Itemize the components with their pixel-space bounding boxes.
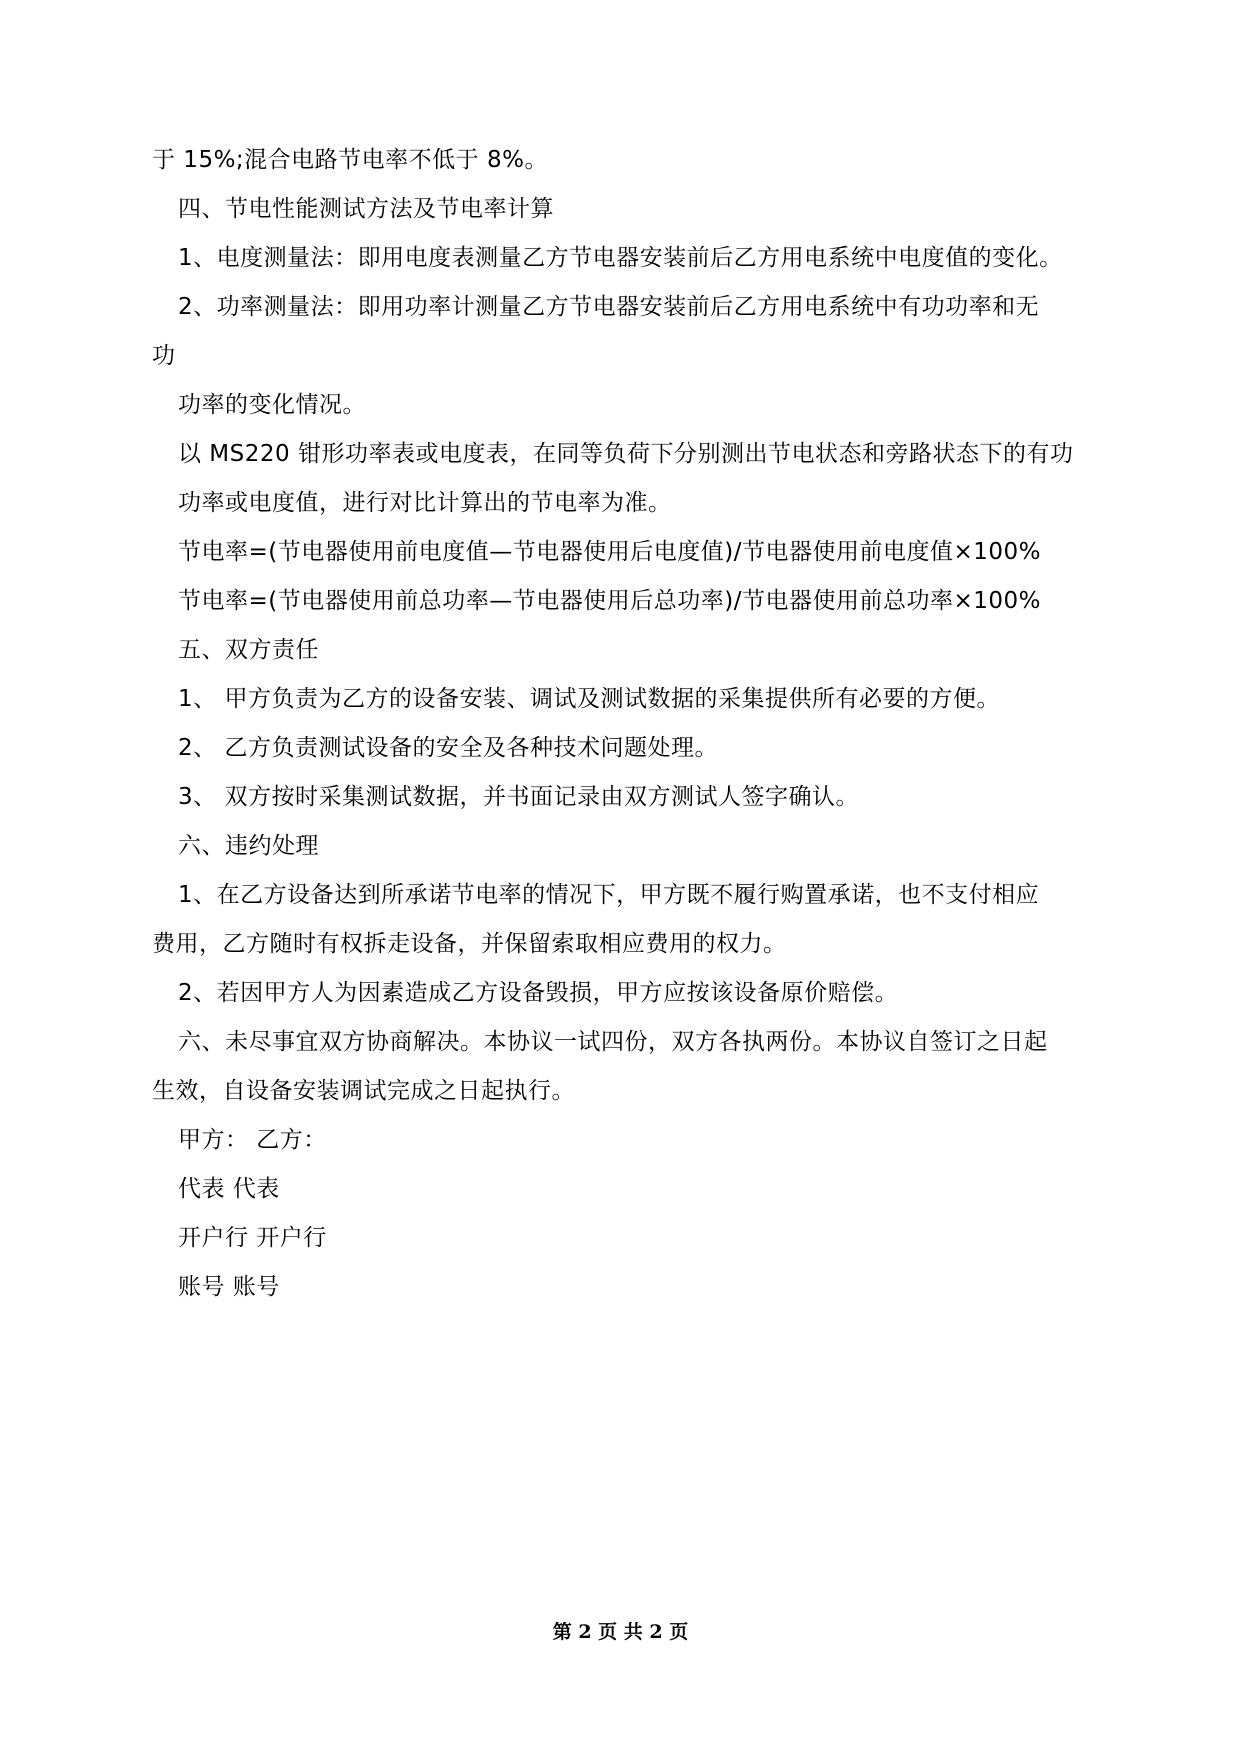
text-line: 1、 甲方负责为乙方的设备安装、调试及测试数据的采集提供所有必要的方便。 <box>178 686 1000 712</box>
text-line: 费用，乙方随时有权拆走设备，并保留索取相应费用的权力。 <box>152 931 787 957</box>
text-line: 六、未尽事宜双方协商解决。本协议一试四份，双方各执两份。本协议自签订之日起 <box>178 1029 1048 1055</box>
signature-account-line: 账号 账号 <box>178 1274 280 1300</box>
text-line: 1、电度测量法：即用电度表测量乙方节电器安装前后乙方用电系统中电度值的变化。 <box>178 245 1063 271</box>
signature-representative-line: 代表 代表 <box>178 1176 280 1202</box>
signature-party-line: 甲方： 乙方： <box>178 1127 327 1153</box>
text-line: 功 <box>152 343 176 369</box>
section-heading: 六、违约处理 <box>178 833 319 859</box>
text-line: 功率的变化情况。 <box>178 392 366 418</box>
section-heading: 五、双方责任 <box>178 637 319 663</box>
signature-bank-line: 开户行 开户行 <box>178 1225 327 1251</box>
text-line: 功率或电度值，进行对比计算出的节电率为准。 <box>178 490 672 516</box>
formula-line: 节电率=(节电器使用前电度值—节电器使用后电度值)/节电器使用前电度值×100% <box>178 539 1041 565</box>
formula-line: 节电率=(节电器使用前总功率—节电器使用后总功率)/节电器使用前总功率×100% <box>178 588 1041 614</box>
text-line: 3、 双方按时采集测试数据，并书面记录由双方测试人签字确认。 <box>178 784 859 810</box>
text-line: 2、若因甲方人为因素造成乙方设备毁损，甲方应按该设备原价赔偿。 <box>178 980 899 1006</box>
text-line: 2、功率测量法：即用功率计测量乙方节电器安装前后乙方用电系统中有功功率和无 <box>178 294 1040 320</box>
text-line: 1、在乙方设备达到所承诺节电率的情况下，甲方既不履行购置承诺，也不支付相应 <box>178 882 1040 908</box>
page-number-footer: 第 2 页 共 2 页 <box>552 1621 689 1643</box>
text-line: 于 15%;混合电路节电率不低于 8%。 <box>152 147 548 173</box>
text-line: 以 MS220 钳形功率表或电度表，在同等负荷下分别测出节电状态和旁路状态下的有功 <box>178 441 1074 467</box>
text-line: 2、 乙方负责测试设备的安全及各种技术问题处理。 <box>178 735 718 761</box>
section-heading: 四、节电性能测试方法及节电率计算 <box>178 196 554 222</box>
text-line: 生效，自设备安装调试完成之日起执行。 <box>152 1078 575 1104</box>
